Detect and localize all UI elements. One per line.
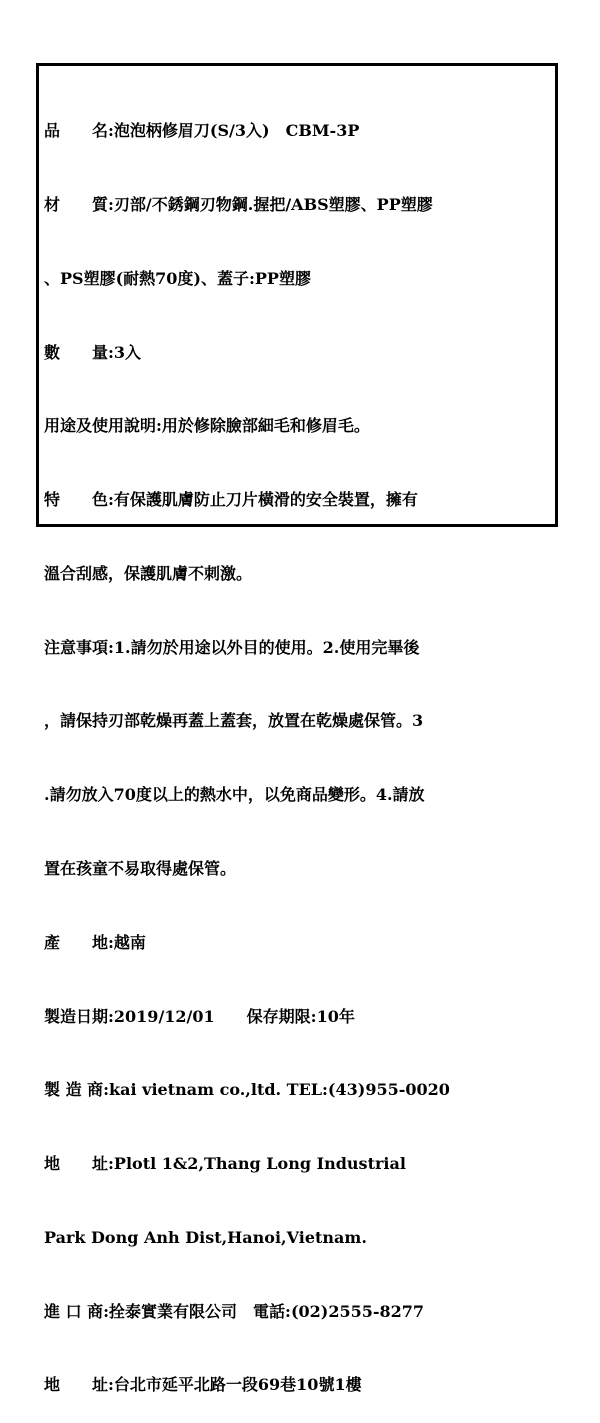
label-line-cautions-cont1: ，請保持刃部乾燥再蓋上蓋套，放置在乾燥處保管。3 [44, 711, 424, 731]
label-line-cautions: 注意事項:1.請勿於用途以外目的使用。2.使用完畢後 [44, 637, 420, 657]
label-line-cautions-cont3: 置在孩童不易取得處保管。 [44, 859, 237, 878]
label-line-importer-address: 地 址:台北市延平北路一段69巷10號1樓 [44, 1375, 362, 1395]
label-line-mfr-address-cont: Park Dong Anh Dist,Hanoi,Vietnam. [44, 1227, 367, 1247]
product-label [44, 70, 554, 1423]
label-line-usage: 用途及使用說明:用於修除臉部細毛和修眉毛。 [44, 416, 370, 436]
label-line-mfr-address: 地 址:Plotl 1&2,Thang Long Industrial [44, 1154, 406, 1174]
label-line-manufacturer: 製 造 商:kai vietnam co.,ltd. TEL:(43)955-0020 [44, 1080, 450, 1100]
label-line-material: 材 質:刃部/不銹鋼刃物鋼.握把/ABS塑膠、PP塑膠 [44, 194, 433, 214]
label-line-dates: 製造日期:2019/12/01 保存期限:10年 [44, 1006, 355, 1026]
label-line-features-cont: 溫合刮感，保護肌膚不刺激。 [44, 563, 253, 583]
label-line-quantity: 數 量:3入 [44, 342, 142, 362]
label-line-name: 品 名:泡泡柄修眉刀(S/3入) CBM-3P [44, 121, 360, 141]
label-line-cautions-cont2: .請勿放入70度以上的熱水中，以免商品變形。4.請放 [44, 785, 425, 805]
label-line-origin: 產 地:越南 [44, 932, 146, 952]
label-line-features: 特 色:有保護肌膚防止刀片橫滑的安全裝置，擁有 [44, 490, 418, 510]
label-line-material-cont: 、PS塑膠(耐熱70度)、蓋子:PP塑膠 [44, 268, 311, 288]
label-line-importer: 進 口 商:拴泰實業有限公司 電話:(02)2555-8277 [44, 1301, 425, 1321]
